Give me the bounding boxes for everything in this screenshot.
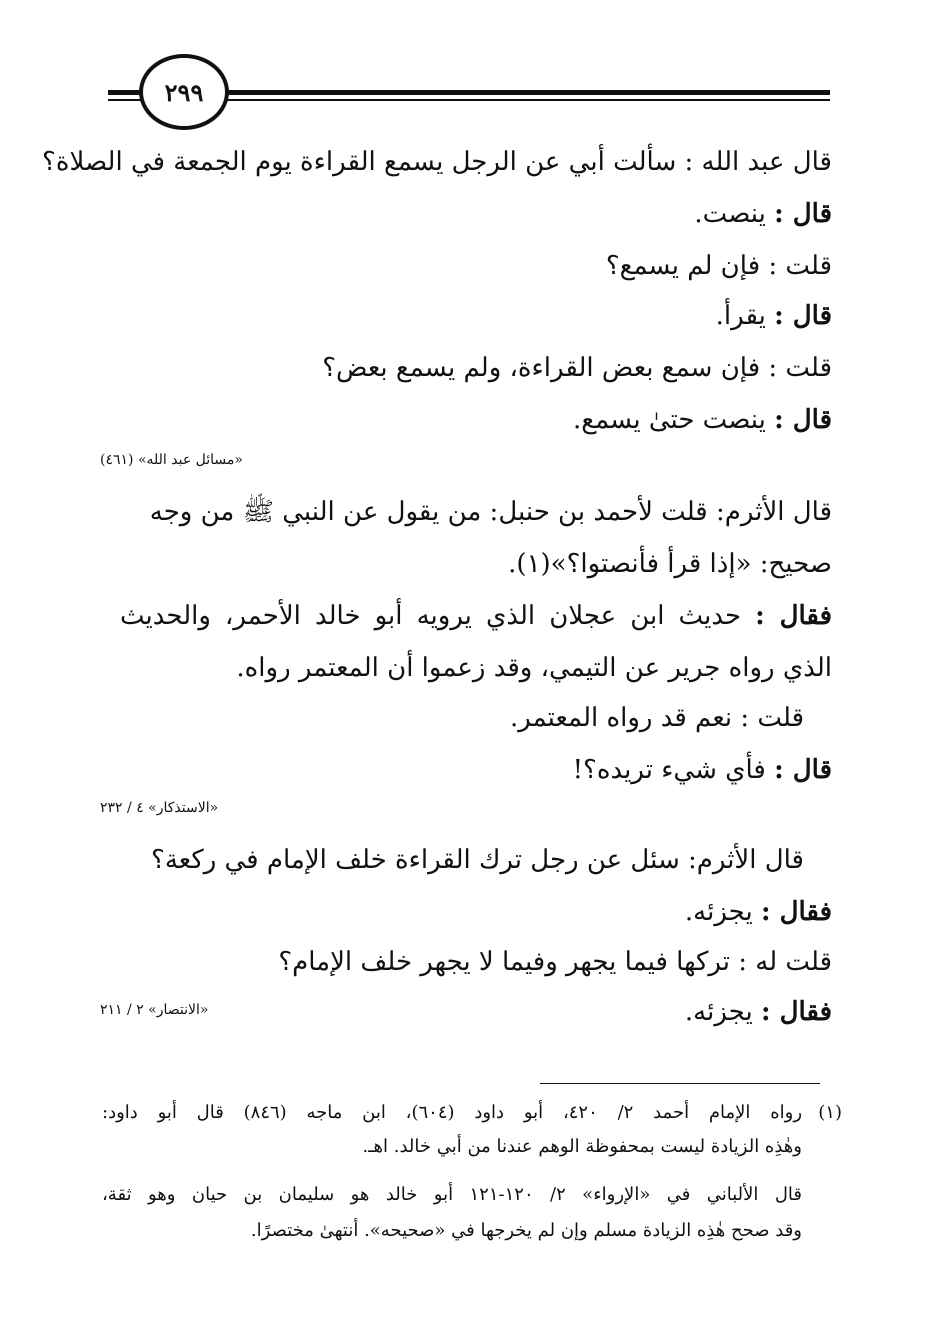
line-text: فإن لم يسمع؟ (605, 251, 761, 281)
text-line (573, 750, 832, 790)
text-line (236, 648, 832, 688)
line-text: فإن سمع بعض القراءة، ولم يسمع بعض؟ (322, 353, 761, 383)
line-text: قال الأثرم: سئل عن رجل ترك القراءة خلف الإمام في ركعة؟ (151, 845, 804, 875)
speaker-label: قال : (774, 199, 832, 229)
text-line (149, 492, 832, 532)
speaker-label: قلت : (768, 251, 832, 281)
speaker-label: قلت : (768, 353, 832, 383)
footnote-line: وقد صحح هٰذِه الزيادة مسلم وإن لم يخرجها في «صحيحه». أنتهىٰ مختصرًا. (250, 1220, 802, 1241)
line-text: قال عبد الله : سألت أبي عن الرجل يسمع القراءة يوم الجمعة في الصلاة؟ (42, 147, 832, 177)
footnote-line: رواه الإمام أحمد ٢/ ٤٢٠، أبو داود (٦٠٤)، ابن ماجه (٨٤٦) قال أبو داود: (102, 1102, 803, 1123)
line-text: ينصت. (694, 199, 766, 229)
line-text: حديث ابن عجلان الذي يرويه أبو خالد الأحمر، والحديث (120, 601, 742, 631)
speaker-label: قلت له : (738, 947, 832, 977)
text-line (694, 194, 832, 234)
speaker-label: فقال : (755, 601, 833, 631)
text-line (120, 596, 832, 636)
source-citation: «الانتصار» ٢ / ٢١١ (100, 1002, 209, 1018)
text-line (322, 348, 832, 388)
text-line (606, 246, 832, 286)
line-text: ينصت حتىٰ يسمع. (573, 405, 766, 435)
text-line (685, 892, 832, 932)
footnote-marker: (١) (818, 1102, 842, 1123)
line-text: يقرأ. (715, 301, 766, 331)
line-text: الذي رواه جرير عن التيمي، وقد زعموا أن المعتمر رواه. (236, 653, 832, 683)
speaker-label: قلت : (740, 703, 804, 733)
source-citation: «الاستذكار» ٤ / ٢٣٢ (100, 800, 219, 816)
line-text: صحيح: «إذا قرأ فأنصتوا؟»(١). (508, 549, 832, 579)
text-line (685, 992, 832, 1032)
line-text: تركها فيما يجهر وفيما لا يجهر خلف الإمام؟ (278, 947, 731, 977)
footnote-separator (540, 1083, 820, 1084)
line-text: فأي شيء تريده؟! (572, 755, 766, 785)
text-line (573, 400, 832, 440)
speaker-label: قال : (774, 301, 832, 331)
footnote-line: وهٰذِه الزيادة ليست بمحفوظة الوهم عندنا من أبي خالد. اهـ. (362, 1136, 802, 1157)
line-text: نعم قد رواه المعتمر. (510, 703, 733, 733)
text-line (42, 142, 832, 182)
page-number: ٢٩٩ (139, 54, 229, 130)
line-text: قال الأثرم: قلت لأحمد بن حنبل: من يقول عن النبي ﷺ من وجه (149, 497, 832, 527)
speaker-label: قال : (774, 405, 832, 435)
text-line (510, 698, 804, 738)
text-line (151, 840, 804, 880)
line-text: يجزئه. (684, 997, 753, 1027)
footnote-line: قال الألباني في «الإرواء» ٢/ ١٢٠-١٢١ أبو خالد هو سليمان بن حيان وهو ثقة، (102, 1184, 802, 1205)
speaker-label: قال : (774, 755, 832, 785)
source-citation: «مسائل عبد الله» (٤٦١) (100, 452, 243, 468)
text-line (716, 296, 832, 336)
speaker-label: فقال : (760, 997, 832, 1027)
text-line (508, 544, 832, 584)
line-text: يجزئه. (684, 897, 753, 927)
text-line (278, 942, 832, 982)
speaker-label: فقال : (760, 897, 832, 927)
